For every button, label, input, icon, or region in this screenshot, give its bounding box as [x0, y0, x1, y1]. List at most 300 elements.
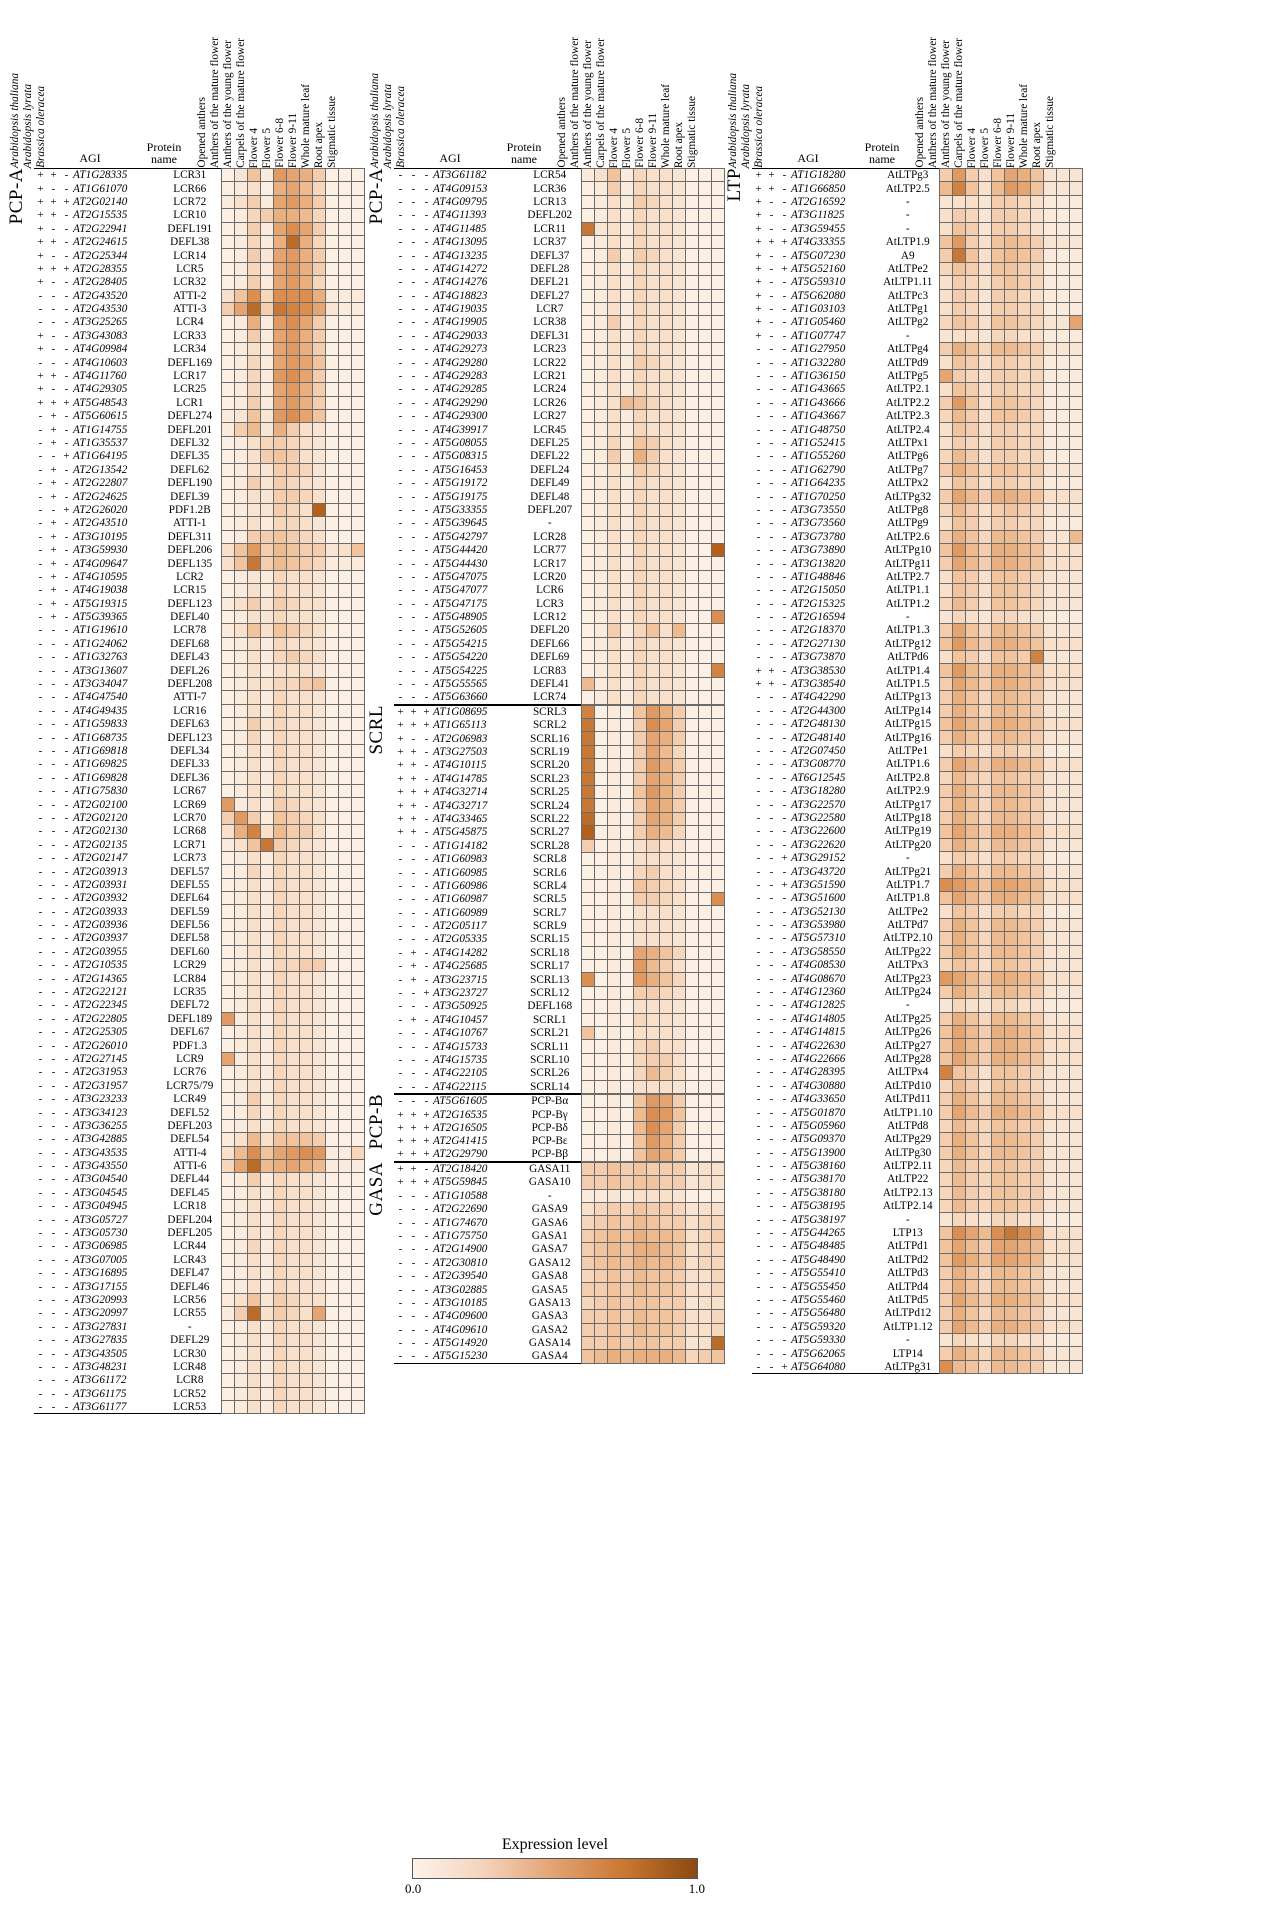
heatmap-cell — [234, 1267, 247, 1280]
agi-code: AT3G43083 — [73, 329, 128, 342]
heatmap-cell — [247, 718, 260, 731]
heatmap-cell — [1069, 985, 1082, 998]
heatmap-cell — [1069, 664, 1082, 677]
heatmap-cell — [594, 933, 607, 946]
heatmap-table — [394, 705, 725, 1094]
heatmap-cell — [685, 249, 698, 262]
protein-name: AtLTPd2 — [887, 1253, 929, 1266]
heatmap-cell — [952, 1159, 965, 1172]
agi-code: AT1G52415 — [791, 437, 846, 449]
protein-name: DEFL72 — [170, 999, 210, 1012]
heatmap-cell — [234, 1253, 247, 1266]
heatmap-cell — [685, 209, 698, 222]
heatmap-cell — [221, 677, 234, 690]
heatmap-cell — [351, 959, 364, 972]
heatmap-cell — [698, 222, 711, 235]
heatmap-cell — [939, 1333, 952, 1346]
species-presence-1: - — [756, 356, 761, 369]
heatmap-cell — [299, 1092, 312, 1105]
heatmap-cell — [965, 999, 978, 1012]
heatmap-cell — [1069, 369, 1082, 382]
agi-code: AT3G59930 — [73, 544, 128, 557]
heatmap-cell — [1017, 798, 1030, 811]
heatmap-cell — [978, 1240, 991, 1253]
heatmap-cell — [672, 1216, 685, 1229]
species-presence-2: - — [51, 383, 56, 396]
heatmap-cell — [260, 825, 273, 838]
heatmap-cell — [1017, 235, 1030, 248]
heatmap-cell — [221, 771, 234, 784]
heatmap-cell — [299, 209, 312, 222]
heatmap-cell — [711, 1243, 724, 1256]
agi-code: AT5G45875 — [433, 826, 488, 839]
protein-name: AtLTPg13 — [884, 691, 932, 704]
heatmap-cell — [312, 262, 325, 275]
species-presence-2: - — [769, 1026, 774, 1039]
heatmap-cell — [351, 1240, 364, 1253]
heatmap-cell — [698, 759, 711, 772]
species-presence-3: - — [64, 905, 69, 918]
heatmap-cell — [1017, 945, 1030, 958]
protein-name: LCR53 — [173, 1400, 207, 1413]
heatmap-cell — [338, 1267, 351, 1280]
heatmap-cell — [273, 543, 286, 556]
species-presence-3: - — [64, 1374, 69, 1387]
heatmap-cell — [581, 543, 594, 556]
heatmap-cell — [338, 1119, 351, 1132]
agi-code: AT4G42290 — [791, 691, 846, 704]
heatmap-cell — [581, 986, 594, 999]
heatmap-cell — [247, 905, 260, 918]
species-presence-1: - — [38, 986, 43, 999]
protein-name: DEFL45 — [170, 1186, 210, 1199]
heatmap-cell — [247, 825, 260, 838]
heatmap-cell — [633, 1310, 646, 1323]
heatmap-cell — [594, 235, 607, 248]
species-presence-1: - — [398, 450, 403, 463]
agi-code: AT2G16505 — [433, 1121, 488, 1134]
heatmap-cell — [698, 1027, 711, 1040]
heatmap-cell — [581, 1323, 594, 1336]
agi-code: AT4G14785 — [433, 772, 488, 785]
heatmap-cell — [260, 343, 273, 356]
species-presence-1: - — [756, 811, 761, 824]
heatmap-cell — [685, 772, 698, 785]
heatmap-cell — [594, 705, 607, 718]
protein-name: AtLTPg31 — [884, 1360, 932, 1373]
species-presence-2: + — [50, 597, 57, 610]
heatmap-cell — [273, 731, 286, 744]
protein-name: LCR35 — [173, 986, 207, 999]
heatmap-cell — [594, 517, 607, 530]
agi-code: AT2G43510 — [73, 517, 128, 530]
heatmap-cell — [1043, 1200, 1056, 1213]
heatmap-cell — [672, 543, 685, 556]
species-presence-3: - — [64, 1079, 69, 1092]
heatmap-cell — [221, 276, 234, 289]
agi-code: AT3G43505 — [73, 1347, 128, 1360]
species-presence-3: - — [424, 570, 429, 583]
species-presence-2: - — [769, 249, 774, 262]
heatmap-cell — [351, 530, 364, 543]
heatmap-cell — [312, 343, 325, 356]
heatmap-cell — [581, 209, 594, 222]
heatmap-cell — [991, 570, 1004, 583]
heatmap-cell — [978, 597, 991, 610]
heatmap-cell — [952, 1293, 965, 1306]
heatmap-cell — [633, 503, 646, 516]
heatmap-cell — [991, 1347, 1004, 1360]
species-presence-1: + — [755, 664, 762, 677]
heatmap-cell — [247, 517, 260, 530]
heatmap-cell — [286, 798, 299, 811]
heatmap-cell — [633, 732, 646, 745]
heatmap-cell — [594, 169, 607, 182]
heatmap-cell — [594, 759, 607, 772]
species-presence-2: + — [50, 544, 57, 557]
heatmap-cell — [607, 1000, 620, 1013]
species-presence-2: - — [411, 503, 416, 516]
heatmap-cell — [1056, 1092, 1069, 1105]
heatmap-cell — [1056, 892, 1069, 905]
tissue-header-2: Anthers of the mature flower — [209, 36, 221, 168]
table-row — [34, 1347, 364, 1360]
heatmap-cell — [607, 1310, 620, 1323]
heatmap-cell — [991, 1200, 1004, 1213]
heatmap-cell — [952, 744, 965, 757]
species-presence-3: + — [423, 1148, 430, 1161]
table-row — [752, 450, 1082, 463]
species-presence-3: + — [423, 1108, 430, 1121]
heatmap-cell — [312, 530, 325, 543]
species-presence-3: - — [64, 892, 69, 905]
protein-name: DEFL123 — [167, 597, 213, 610]
heatmap-cell — [1069, 222, 1082, 235]
species-presence-3: - — [424, 839, 429, 852]
heatmap-cell — [952, 1079, 965, 1092]
protein-name: GASA3 — [531, 1310, 568, 1323]
heatmap-cell — [1056, 423, 1069, 436]
species-presence-1: - — [398, 933, 403, 946]
heatmap-cell — [991, 932, 1004, 945]
heatmap-cell — [299, 597, 312, 610]
heatmap-cell — [1004, 838, 1017, 851]
species-presence-3: - — [64, 651, 69, 664]
agi-code: AT3G27831 — [73, 1320, 128, 1333]
heatmap-cell — [620, 772, 633, 785]
agi-code: AT4G32714 — [433, 786, 488, 799]
heatmap-cell — [247, 450, 260, 463]
heatmap-cell — [273, 664, 286, 677]
protein-name: AtLTPd4 — [887, 1280, 929, 1293]
heatmap-cell — [338, 1106, 351, 1119]
heatmap-cell — [273, 1066, 286, 1079]
heatmap-cell — [234, 1173, 247, 1186]
heatmap-cell — [978, 691, 991, 704]
heatmap-cell — [711, 1256, 724, 1269]
table-row — [752, 436, 1082, 449]
protein-name: LCR55 — [173, 1307, 207, 1320]
agi-code: AT4G09647 — [73, 557, 128, 570]
heatmap-cell — [620, 195, 633, 208]
heatmap-cell — [1017, 758, 1030, 771]
heatmap-cell — [646, 745, 659, 758]
heatmap-cell — [286, 1146, 299, 1159]
table-row — [34, 543, 364, 556]
protein-name: GASA6 — [531, 1216, 568, 1229]
heatmap-cell — [325, 1400, 338, 1413]
table-row — [394, 705, 724, 718]
species-presence-2: - — [51, 1387, 56, 1400]
protein-name: LCR24 — [533, 383, 567, 396]
heatmap-cell — [273, 878, 286, 891]
heatmap-cell — [965, 597, 978, 610]
species-presence-1: - — [756, 557, 761, 570]
heatmap-cell — [325, 1200, 338, 1213]
heatmap-cell — [659, 1040, 672, 1053]
heatmap-cell — [607, 906, 620, 919]
heatmap-cell — [221, 1240, 234, 1253]
heatmap-cell — [978, 423, 991, 436]
species-presence-2: - — [51, 1253, 56, 1266]
heatmap-cell — [1056, 1012, 1069, 1025]
heatmap-cell — [659, 637, 672, 650]
species-presence-2: - — [769, 811, 774, 824]
heatmap-cell — [1017, 1052, 1030, 1065]
heatmap-cell — [351, 1052, 364, 1065]
heatmap-cell — [711, 933, 724, 946]
heatmap-cell — [607, 570, 620, 583]
protein-name: AtLTP1.4 — [885, 664, 930, 677]
heatmap-cell — [1056, 811, 1069, 824]
species-presence-2: - — [411, 262, 416, 275]
heatmap-cell — [1030, 543, 1043, 556]
species-presence-1: - — [38, 570, 43, 583]
species-presence-1: + — [755, 678, 762, 691]
heatmap-cell — [1030, 1066, 1043, 1079]
heatmap-cell — [952, 932, 965, 945]
heatmap-cell — [299, 878, 312, 891]
heatmap-cell — [659, 986, 672, 999]
heatmap-cell — [273, 1092, 286, 1105]
heatmap-cell — [594, 812, 607, 825]
heatmap-cell — [620, 1040, 633, 1053]
protein-name: LCR77 — [533, 544, 567, 557]
species-presence-1: - — [756, 999, 761, 1012]
heatmap-cell — [1056, 235, 1069, 248]
agi-code: AT4G29300 — [433, 410, 488, 423]
heatmap-cell — [234, 169, 247, 182]
species-presence-1: - — [38, 597, 43, 610]
heatmap-cell — [659, 933, 672, 946]
protein-name: SCRL17 — [530, 960, 570, 973]
heatmap-cell — [351, 825, 364, 838]
heatmap-cell — [952, 691, 965, 704]
heatmap-cell — [594, 691, 607, 704]
heatmap-cell — [594, 1148, 607, 1161]
heatmap-cell — [234, 825, 247, 838]
heatmap-cell — [312, 932, 325, 945]
table-row — [394, 235, 724, 248]
heatmap-cell — [1056, 570, 1069, 583]
heatmap-cell — [325, 209, 338, 222]
heatmap-cell — [1017, 530, 1030, 543]
heatmap-cell — [1004, 557, 1017, 570]
heatmap-cell — [221, 610, 234, 623]
heatmap-cell — [1056, 838, 1069, 851]
heatmap-cell — [659, 450, 672, 463]
table-row — [752, 1280, 1082, 1293]
species-presence-2: - — [51, 959, 56, 972]
species-presence-1: + — [755, 222, 762, 235]
heatmap-cell — [247, 570, 260, 583]
heatmap-cell — [1017, 637, 1030, 650]
heatmap-cell — [1030, 597, 1043, 610]
protein-name: DEFL169 — [167, 356, 213, 369]
heatmap-cell — [952, 838, 965, 851]
heatmap-cell — [1004, 1213, 1017, 1226]
heatmap-cell — [581, 436, 594, 449]
heatmap-cell — [978, 343, 991, 356]
heatmap-cell — [594, 1176, 607, 1189]
heatmap-cell — [260, 597, 273, 610]
heatmap-cell — [607, 276, 620, 289]
heatmap-cell — [646, 879, 659, 892]
species-presence-3: - — [424, 933, 429, 946]
heatmap-cell — [234, 1333, 247, 1346]
heatmap-cell — [221, 423, 234, 436]
heatmap-cell — [1004, 343, 1017, 356]
heatmap-cell — [965, 811, 978, 824]
heatmap-cell — [594, 664, 607, 677]
heatmap-cell — [1030, 182, 1043, 195]
heatmap-cell — [711, 812, 724, 825]
species-presence-1: - — [398, 1000, 403, 1013]
heatmap-cell — [1056, 985, 1069, 998]
heatmap-cell — [351, 664, 364, 677]
heatmap-cell — [338, 490, 351, 503]
heatmap-cell — [685, 182, 698, 195]
heatmap-cell — [1069, 838, 1082, 851]
heatmap-cell — [1069, 530, 1082, 543]
heatmap-cell — [991, 1119, 1004, 1132]
heatmap-cell — [221, 838, 234, 851]
heatmap-cell — [273, 865, 286, 878]
species-presence-3: - — [64, 544, 69, 557]
species-presence-3: - — [782, 1186, 787, 1199]
heatmap-cell — [1069, 450, 1082, 463]
heatmap-cell — [659, 839, 672, 852]
heatmap-cell — [338, 892, 351, 905]
table-row — [752, 1240, 1082, 1253]
heatmap-cell — [312, 1280, 325, 1293]
protein-name: PCP-Bδ — [531, 1121, 568, 1134]
heatmap-cell — [991, 423, 1004, 436]
heatmap-cell — [633, 745, 646, 758]
heatmap-cell — [338, 851, 351, 864]
heatmap-cell — [247, 677, 260, 690]
heatmap-cell — [633, 316, 646, 329]
heatmap-cell — [247, 1159, 260, 1172]
heatmap-cell — [581, 759, 594, 772]
heatmap-cell — [260, 704, 273, 717]
heatmap-cell — [1069, 262, 1082, 275]
heatmap-cell — [581, 1067, 594, 1080]
heatmap-cell — [299, 959, 312, 972]
heatmap-cell — [698, 1296, 711, 1309]
species-presence-1: - — [38, 584, 43, 597]
species-presence-1: - — [38, 517, 43, 530]
heatmap-cell — [633, 1296, 646, 1309]
heatmap-cell — [978, 262, 991, 275]
heatmap-cell — [646, 1000, 659, 1013]
species-presence-1: - — [38, 999, 43, 1012]
heatmap-cell — [1004, 1333, 1017, 1346]
heatmap-cell — [633, 719, 646, 732]
heatmap-cell — [312, 195, 325, 208]
species-presence-1: - — [38, 303, 43, 316]
heatmap-cell — [1030, 222, 1043, 235]
heatmap-cell — [594, 1336, 607, 1349]
protein-name: DEFL205 — [167, 1227, 213, 1240]
species-presence-1: - — [38, 878, 43, 891]
heatmap-cell — [221, 463, 234, 476]
species-presence-2: + — [50, 169, 57, 182]
protein-name: AtLTPx3 — [887, 959, 929, 972]
heatmap-cell — [273, 999, 286, 1012]
table-row — [394, 691, 724, 704]
heatmap-cell — [633, 946, 646, 959]
species-presence-1: - — [38, 1079, 43, 1092]
species-presence-2: - — [51, 905, 56, 918]
agi-code: AT3G08770 — [791, 758, 846, 771]
heatmap-cell — [260, 1133, 273, 1146]
species-presence-2: - — [411, 517, 416, 530]
heatmap-cell — [939, 825, 952, 838]
agi-code: AT2G03936 — [73, 919, 128, 932]
heatmap-cell — [1069, 825, 1082, 838]
heatmap-cell — [1030, 209, 1043, 222]
heatmap-cell — [965, 972, 978, 985]
species-presence-2: - — [411, 853, 416, 866]
species-presence-2: - — [411, 1080, 416, 1093]
table-row — [394, 879, 724, 892]
heatmap-cell — [221, 932, 234, 945]
heatmap-cell — [620, 1283, 633, 1296]
heatmap-cell — [991, 731, 1004, 744]
heatmap-cell — [299, 329, 312, 342]
heatmap-cell — [594, 316, 607, 329]
heatmap-cell — [698, 973, 711, 986]
heatmap-cell — [965, 758, 978, 771]
protein-name: SCRL13 — [530, 973, 570, 986]
heatmap-cell — [325, 959, 338, 972]
heatmap-cell — [221, 1360, 234, 1373]
heatmap-cell — [1030, 664, 1043, 677]
heatmap-cell — [978, 1226, 991, 1239]
table-row — [752, 851, 1082, 864]
species-presence-2: + — [50, 370, 57, 383]
table-row — [394, 826, 724, 839]
agi-code: AT1G32280 — [791, 356, 846, 369]
protein-name: LCR15 — [173, 584, 207, 597]
heatmap-cell — [273, 316, 286, 329]
heatmap-cell — [247, 892, 260, 905]
heatmap-cell — [620, 249, 633, 262]
protein-name: AtLTP2.11 — [883, 1160, 933, 1173]
protein-name: AtLTP2.1 — [885, 383, 930, 396]
heatmap-cell — [633, 1148, 646, 1161]
